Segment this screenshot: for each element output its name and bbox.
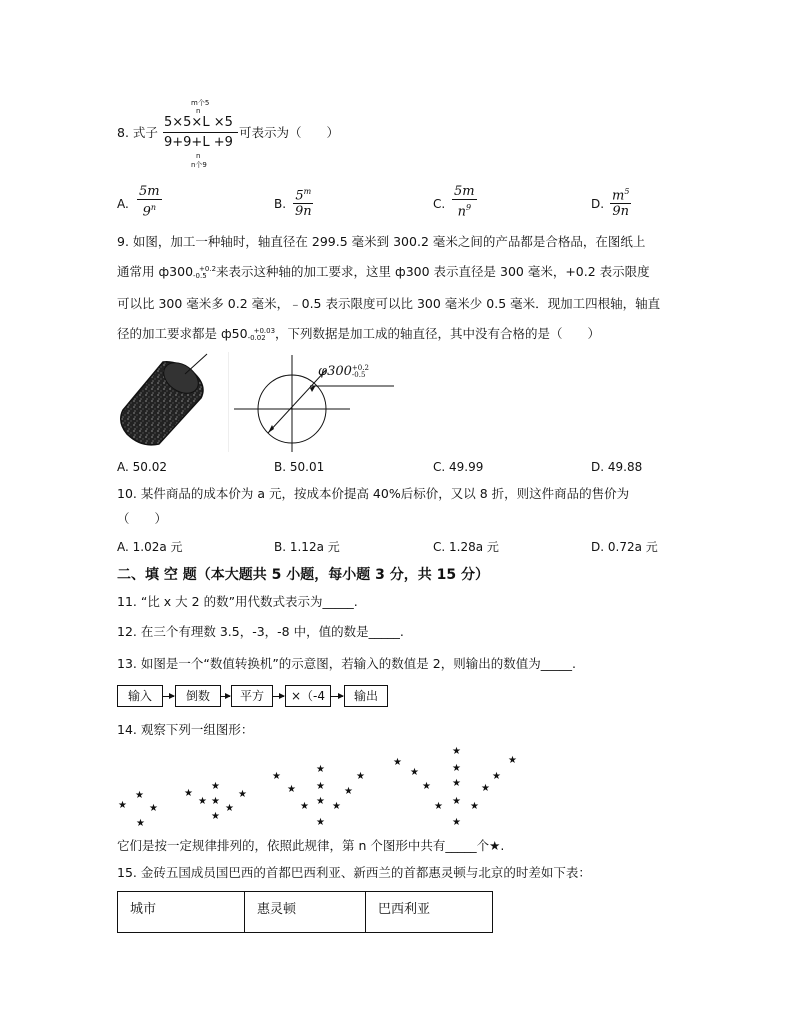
flow-arrow-1	[162, 696, 174, 697]
q8-option-c[interactable]	[452, 184, 477, 219]
q8-c-num: 5m	[454, 184, 475, 199]
star-icon: ★	[118, 800, 127, 811]
q9-line4-sub: -0.02	[247, 333, 266, 342]
star-icon: ★	[272, 771, 281, 782]
q9-line4-sup: +0.03	[253, 326, 276, 335]
cross-section-diagram	[228, 352, 394, 452]
figure-label-sub: -0.5	[351, 370, 366, 379]
q9-option-c[interactable]: C. 49.99	[433, 460, 484, 474]
shaft-image	[115, 352, 215, 452]
star-icon: ★	[316, 781, 325, 792]
q9-option-b[interactable]: B. 50.01	[274, 460, 325, 474]
q8-a-num: 5m	[139, 184, 160, 199]
star-icon: ★	[300, 801, 309, 812]
star-icon: ★	[481, 783, 490, 794]
section-heading: 二、填 空 题（本大题共 5 小题，每小题 3 分，共 15 分）	[117, 567, 489, 583]
star-icon: ★	[225, 803, 234, 814]
q9-option-d[interactable]: D. 49.88	[591, 460, 643, 474]
star-icon: ★	[452, 746, 461, 757]
q8-top-note: m个5	[191, 99, 210, 107]
star-icon: ★	[211, 811, 220, 822]
q8-stem-prefix: 8. 式子	[117, 125, 158, 140]
q8-d-num-sup: 5	[624, 187, 630, 196]
figure-label	[318, 364, 369, 379]
star-icon: ★	[316, 796, 325, 807]
q12-text: 12. 在三个有理数 3.5，-3，-8 中，值的数是_____.	[117, 624, 404, 639]
q8-c-den: n	[457, 204, 466, 220]
star-icon: ★	[508, 755, 517, 766]
q8-option-b-label: B.	[274, 197, 287, 211]
flow-box-reciprocal: 倒数	[175, 685, 221, 707]
q8-bottom-n: n	[196, 152, 201, 160]
q8-stem-suffix: 可表示为（ ）	[239, 125, 340, 140]
star-icon: ★	[410, 767, 419, 778]
star-icon: ★	[136, 818, 145, 829]
star-icon: ★	[393, 757, 402, 768]
q10-line2: （ ）	[117, 511, 168, 526]
q8-d-den: 9n	[612, 204, 630, 220]
q8-b-num: 5	[295, 188, 304, 204]
q9-line3: 可以比 300 毫米多 0.2 毫米，﹣0.5 表示限度可以比 300 毫米少 0.5 毫米．现加工四根轴，轴直	[117, 296, 661, 311]
q8-option-b[interactable]	[293, 184, 314, 219]
flow-arrow-2	[220, 696, 230, 697]
flow-box-input: 输入	[117, 685, 163, 707]
star-icon: ★	[452, 796, 461, 807]
q10-option-c[interactable]: C. 1.28a 元	[433, 540, 499, 554]
q8-b-den: 9n	[295, 204, 312, 220]
star-icon: ★	[198, 796, 207, 807]
flow-box-multiply: ×（-4	[285, 685, 331, 707]
q9-line2	[117, 263, 650, 281]
star-icon: ★	[184, 788, 193, 799]
q15-text: 15. 金砖五国成员国巴西的首都巴西利亚、新西兰的首都惠灵顿与北京的时差如下表：	[117, 865, 591, 880]
q9-line1: 9. 如图，加工一种轴时，轴直径在 299.5 毫米到 300.2 毫米之间的产品都是合格品，在图纸上	[117, 234, 646, 249]
q9-line4-b: ，下列数据是加工成的轴直径，其中没有合格的是（ ）	[275, 326, 601, 341]
star-icon: ★	[149, 803, 158, 814]
star-icon: ★	[356, 771, 365, 782]
star-icon: ★	[422, 781, 431, 792]
star-icon: ★	[452, 817, 461, 828]
q8-d-num: m	[612, 188, 625, 204]
q9-option-a[interactable]: A. 50.02	[117, 460, 167, 474]
q8-numerator: 5×5×L ×5	[164, 115, 233, 130]
q9-line2-a: 通常用 ф300	[117, 264, 194, 279]
q13-text: 13. 如图是一个“数值转换机”的示意图，若输入的数值是 2，则输出的数值为_____.	[117, 656, 576, 671]
q8-top-n: n	[196, 107, 201, 115]
q9-line4-a: 径的加工要求都是 ф50	[117, 326, 248, 341]
flow-arrow-4	[330, 696, 343, 697]
q8-option-d[interactable]	[610, 184, 631, 219]
star-icon: ★	[316, 817, 325, 828]
q8-a-den: 9	[142, 204, 151, 220]
flow-box-square: 平方	[231, 685, 273, 707]
q8-a-den-sup: n	[150, 203, 157, 212]
q11-text: 11. “比 x 大 2 的数”用代数式表示为_____.	[117, 594, 358, 609]
q8-option-d-label: D.	[591, 197, 605, 211]
star-icon: ★	[238, 789, 247, 800]
star-icon: ★	[344, 786, 353, 797]
q10-option-a[interactable]: A. 1.02a 元	[117, 540, 183, 554]
time-difference-table	[117, 891, 493, 933]
figure-label-main: φ300	[318, 364, 352, 379]
q9-line2-sub: -0.5	[193, 271, 207, 280]
q8-c-den-sup: 9	[465, 203, 472, 212]
q8-option-a[interactable]	[137, 184, 162, 219]
star-icon: ★	[452, 778, 461, 789]
q9-line2-b: 来表示这种轴的加工要求，这里 ф300 表示直径是 300 毫米，+0.2 表示限度	[216, 264, 650, 279]
star-icon: ★	[211, 796, 220, 807]
q8-bottom-note: n个9	[191, 161, 207, 169]
star-icon: ★	[470, 801, 479, 812]
star-icon: ★	[316, 764, 325, 775]
star-icon: ★	[211, 781, 220, 792]
q8-denominator: 9+9+L +9	[164, 135, 233, 150]
table-header-wellington: 惠灵顿	[245, 892, 366, 933]
star-icon: ★	[135, 790, 144, 801]
q9-line4	[117, 325, 600, 343]
q14-conclusion: 它们是按一定规律排列的，依照此规律，第 n 个图形中共有_____个★.	[117, 838, 505, 853]
q10-option-b[interactable]: B. 1.12a 元	[274, 540, 340, 554]
star-icon: ★	[492, 771, 501, 782]
q10-line1: 10. 某件商品的成本价为 a 元，按成本价提高 40%后标价，又以 8 折，则这件商品的售价为	[117, 486, 630, 501]
q8-option-a-label: A.	[117, 197, 129, 211]
star-icon: ★	[332, 801, 341, 812]
star-icon: ★	[287, 784, 296, 795]
table-header-brasilia: 巴西利亚	[366, 892, 493, 933]
q8-option-c-label: C.	[433, 197, 446, 211]
star-icon: ★	[434, 801, 443, 812]
flow-box-output: 输出	[344, 685, 388, 707]
table-header-city: 城市	[118, 892, 245, 933]
table-row	[118, 892, 493, 933]
q8-fraction-bar	[163, 132, 238, 133]
figure-label-sup: +0.2	[351, 363, 369, 372]
flow-arrow-3	[272, 696, 284, 697]
q14-text: 14. 观察下列一组图形：	[117, 722, 254, 737]
q8-b-num-sup: m	[303, 187, 312, 196]
star-icon: ★	[452, 763, 461, 774]
q10-option-d[interactable]: D. 0.72a 元	[591, 540, 658, 554]
q9-line2-sup: +0.2	[199, 264, 217, 273]
